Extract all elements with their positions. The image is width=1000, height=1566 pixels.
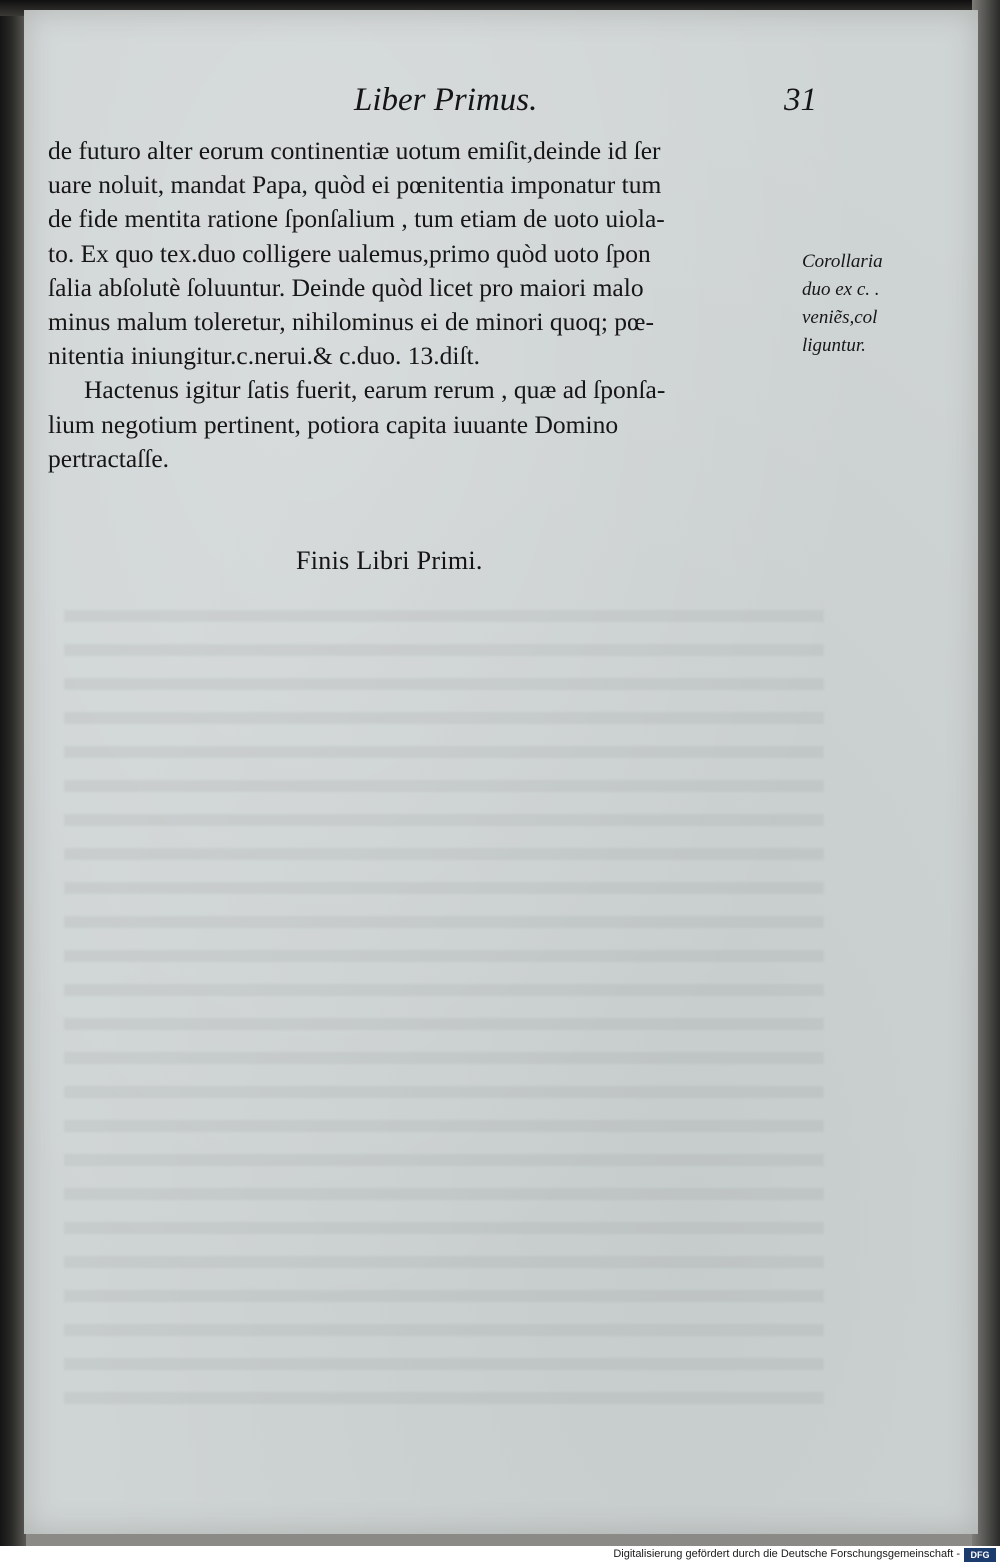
text-line: ſalia abſolutè ſoluuntur. Deinde quòd licet pro maiori malo bbox=[48, 272, 644, 302]
text-line: lium negotium pertinent, potiora capita iuuante Domino bbox=[48, 409, 619, 439]
text-line: to. Ex quo tex.duo colligere ualemus,primo quòd uoto ſpon bbox=[48, 238, 651, 268]
marginal-note bbox=[802, 248, 922, 360]
marginal-note-line: Corollaria bbox=[802, 251, 883, 272]
text-line: uare noluit, mandat Papa, quòd ei pœnitentia imponatur tum bbox=[48, 170, 662, 200]
marginal-note-line: duo ex c. . bbox=[802, 279, 880, 300]
book-page bbox=[24, 10, 978, 1534]
marginal-note-line: liguntur. bbox=[802, 335, 866, 356]
text-line: pertractaſſe. bbox=[48, 443, 170, 473]
text-line: Hactenus igitur ſatis fuerit, earum rerum , quæ ad ſponſa- bbox=[84, 375, 666, 405]
running-head-title: Liber Primus. bbox=[354, 82, 538, 118]
page-number: 31 bbox=[784, 82, 817, 118]
finis-heading: Finis Libri Primi. bbox=[296, 546, 483, 575]
text-line: minus malum toleretur, nihilominus ei de minori quoq; pœ- bbox=[48, 307, 654, 337]
digitization-footer bbox=[0, 1546, 1000, 1566]
body-text bbox=[48, 134, 818, 476]
text-line: de fide mentita ratione ſponſalium , tum etiam de uoto uiola- bbox=[48, 204, 665, 234]
show-through-text bbox=[64, 610, 824, 1410]
footer-credit: Digitalisierung gefördert durch die Deutsche Forschungsgemeinschaft - bbox=[613, 1548, 960, 1560]
text-line: nitentia iniungitur.c.nerui.& c.duo. 13.diſt. bbox=[48, 341, 481, 371]
dfg-logo: DFG bbox=[964, 1548, 996, 1562]
book-edge-left bbox=[0, 0, 26, 1546]
text-line: de futuro alter eorum continentiæ uotum emiſit,deinde id ſer bbox=[48, 136, 661, 165]
marginal-note-line: veniẽs,col bbox=[802, 307, 878, 328]
